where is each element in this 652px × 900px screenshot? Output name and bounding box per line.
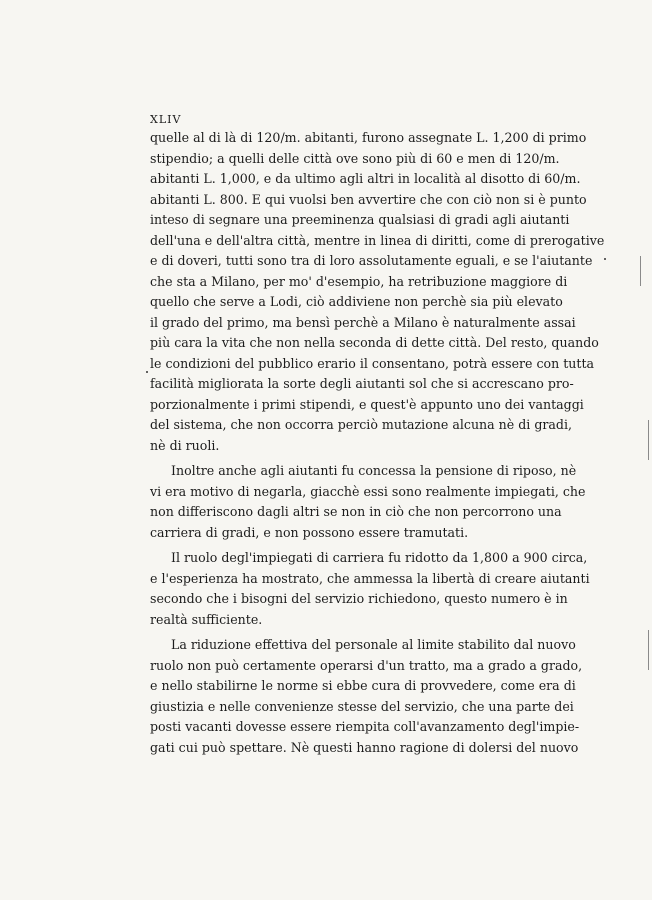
text-line: dell'una e dell'altra città, mentre in linea di diritti, come di prerogative [150, 232, 605, 248]
paragraph [150, 635, 583, 758]
text-line: le condizioni del pubblico erario il consentano, potrà essere con tutta [150, 355, 595, 371]
text-line: il grado del primo, ma bensì perchè a Milano è naturalmente assai [150, 314, 576, 330]
text-line: stipendio; a quelli delle città ove sono più di 60 e men di 120/m. [150, 150, 560, 166]
scan-edge-mark [648, 420, 649, 460]
text-line: Il ruolo degl'impiegati di carriera fu ridotto da 1,800 a 900 circa, [171, 550, 588, 565]
text-line: e nello stabilirne le norme si ebbe cura di provvedere, come era di [150, 678, 576, 693]
text-line: posti vacanti dovesse essere riempita coll'avanzamento degl'impie- [150, 719, 580, 734]
scan-edge-mark [648, 630, 649, 670]
text-column [150, 128, 605, 758]
text-line: realtà sufficiente. [150, 611, 263, 627]
text-line: inteso di segnare una preeminenza qualsiasi di gradi agli aiutanti [150, 212, 570, 227]
scan-speck [604, 258, 606, 260]
text-line: non differiscono dagli altri se non in ciò che non percorrono una [150, 504, 562, 519]
text-line: quello che serve a Lodi, ciò addiviene non perchè sia più elevato [150, 294, 563, 309]
text-line: carriera di gradi, e non possono essere tramutati. [150, 524, 469, 540]
paragraph [150, 128, 605, 456]
paragraph [150, 461, 586, 543]
text-line: porzionalmente i primi stipendi, e quest'è appunto uno dei vantaggi [150, 396, 584, 412]
text-line: secondo che i bisogni del servizio richiedono, questo numero è in [150, 591, 568, 606]
text-line: più cara la vita che non nella seconda di dette città. Del resto, quando [150, 335, 599, 350]
text-line: giustizia e nelle convenienze stesse del servizio, che una parte dei [150, 698, 574, 714]
text-line: e l'esperienza ha mostrato, che ammessa la libertà di creare aiutanti [150, 570, 590, 586]
text-line: vi era motivo di negarla, giacchè essi sono realmente impiegati, che [150, 483, 586, 499]
text-line: gati cui può spettare. Nè questi hanno ragione di dolersi del nuovo [150, 739, 579, 755]
text-line: ruolo non può certamente operarsi d'un tratto, ma a grado a grado, [150, 657, 583, 673]
text-line: abitanti L. 1,000, e da ultimo agli altri in località al disotto di 60/m. [150, 171, 581, 186]
text-line: e di doveri, tutti sono tra di loro assolutamente eguali, e se l'aiutante [150, 253, 593, 268]
scan-edge-mark [640, 256, 641, 286]
paragraph [150, 548, 590, 630]
scan-speck [146, 371, 148, 373]
text-line: nè di ruoli. [150, 437, 220, 453]
text-line: che sta a Milano, per mo' d'esempio, ha retribuzione maggiore di [150, 273, 568, 289]
page-number: XLIV [150, 113, 182, 126]
text-line: quelle al di là di 120/m. abitanti, furono assegnate L. 1,200 di primo [150, 130, 587, 145]
text-line: Inoltre anche agli aiutanti fu concessa la pensione di riposo, nè [171, 463, 577, 478]
text-line: abitanti L. 800. E qui vuolsi ben avvertire che con ciò non si è punto [150, 191, 587, 207]
text-line: del sistema, che non occorra perciò mutazione alcuna nè di gradi, [150, 417, 573, 432]
text-line: facilità migliorata la sorte degli aiutanti sol che si accrescano pro- [150, 376, 574, 391]
text-line: La riduzione effettiva del personale al limite stabilito dal nuovo [171, 637, 576, 652]
